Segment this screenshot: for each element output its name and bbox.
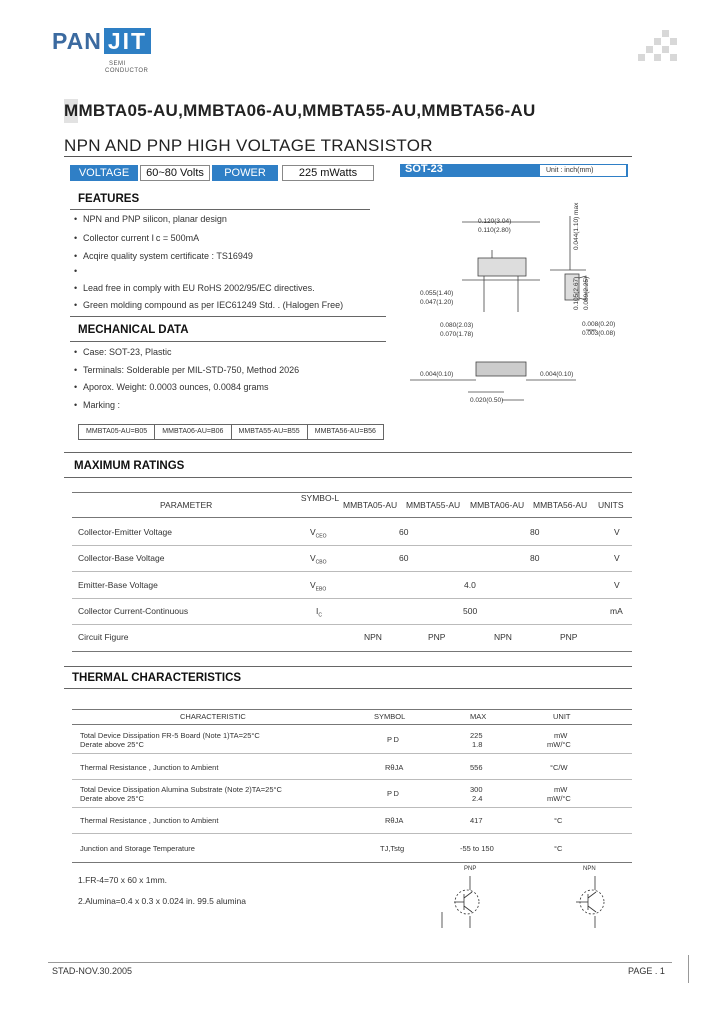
logo-sub-semi: SEMI xyxy=(109,61,126,67)
page-number: PAGE . 1 xyxy=(628,966,665,976)
dim-d-bot: 0.003(0.08) xyxy=(582,330,616,337)
power-badge: POWER xyxy=(212,165,278,181)
features-divider xyxy=(70,209,370,210)
rating-value: 60 xyxy=(399,527,409,537)
thermal-characteristic-sub: Derate above 25°C xyxy=(80,740,144,749)
logo-sub-conductor: CONDUCTOR xyxy=(105,68,149,74)
rating-symbol: $V_{CBO}$ xyxy=(310,553,327,566)
pnp-transistor-symbol-icon xyxy=(440,872,500,934)
thermal-unit: mW xyxy=(554,785,568,794)
subtitle-divider xyxy=(64,156,632,157)
feature-item xyxy=(74,266,83,276)
note-2: 2.Alumina=0.4 x 0.3 x 0.024 in. 99.5 alumina xyxy=(78,896,246,906)
note-1: 1.FR-4=70 x 60 x 1mm. xyxy=(78,875,168,885)
voltage-badge: VOLTAGE xyxy=(70,165,138,181)
table-rule xyxy=(72,624,632,625)
pnp-symbol-label: PNP xyxy=(464,866,477,872)
thermal-heading: THERMAL CHARACTERISTICS xyxy=(72,672,242,684)
dim-e-right: 0.004(0.10) xyxy=(540,371,574,378)
marking-cell: MMBTA56-AU=B56 xyxy=(314,428,376,435)
thermal-characteristic: Total Device Dissipation Alumina Substrate (Note 2)TA=25°C xyxy=(80,785,282,794)
table-rule xyxy=(72,545,632,546)
dim-f: 0.020(0.50) xyxy=(470,397,504,404)
col-max: MAX xyxy=(470,712,487,721)
table-rule xyxy=(72,779,632,780)
features-heading: FEATURES xyxy=(78,193,140,205)
thermal-max: 417 xyxy=(470,816,483,825)
thermal-max-sub: 1.8 xyxy=(472,740,483,749)
rating-value: 500 xyxy=(463,606,478,616)
thermal-characteristic-sub: Derate above 25°C xyxy=(80,794,144,803)
dim-i: 0.044(1.10) max xyxy=(573,202,580,250)
dim-e-left: 0.004(0.10) xyxy=(420,371,454,378)
dim-a-bot: 0.110(2.80) xyxy=(478,227,511,234)
footer-date: STAD-NOV.30.2005 xyxy=(52,966,133,976)
circuit-npn: NPN xyxy=(494,632,512,642)
page-number-divider xyxy=(688,955,689,983)
feature-item: • Green molding compound as per IEC61249 Std. . (Halogen Free) xyxy=(74,300,343,310)
thermal-symbol: P D xyxy=(387,735,399,744)
dim-c-bot: 0.070(1.78) xyxy=(440,331,474,338)
thermal-divider xyxy=(64,688,632,689)
dim-h: 0.089(2.25) xyxy=(583,276,590,310)
table-rule xyxy=(72,651,632,652)
max-ratings-heading: MAXIMUM RATINGS xyxy=(74,460,185,472)
thermal-max: 300 xyxy=(470,785,483,794)
npn-symbol-label: NPN xyxy=(583,866,596,872)
thermal-symbol: P D xyxy=(387,789,399,798)
feature-item: • Acqire quality system certificate : TS16949 xyxy=(74,251,253,261)
rating-symbol: $V_{EBO}$ xyxy=(310,580,327,593)
mechanical-top-divider xyxy=(70,316,386,317)
rating-value: 80 xyxy=(530,553,540,563)
col-parameter: PARAMETER xyxy=(160,500,213,510)
dim-b-top: 0.055(1.40) xyxy=(420,290,454,297)
marking-table xyxy=(78,424,384,440)
thermal-characteristic: Total Device Dissipation FR-5 Board (Note 1)TA=25°C xyxy=(80,731,260,740)
feature-item: • Lead free in comply with EU RoHS 2002/95/EC directives. xyxy=(74,283,315,293)
table-rule xyxy=(72,517,632,518)
rating-unit: V xyxy=(614,527,620,537)
rating-value: 80 xyxy=(530,527,540,537)
mechanical-item: • Terminals: Solderable per MIL-STD-750, Method 2026 xyxy=(74,365,299,375)
rating-param: Collector Current-Continuous xyxy=(78,606,189,616)
col-symbol: SYMBOL xyxy=(374,712,406,721)
npn-transistor-symbol-icon xyxy=(570,872,620,934)
dim-d-top: 0.008(0.20) xyxy=(582,321,616,328)
table-rule xyxy=(72,862,632,863)
thermal-unit: °C xyxy=(554,844,563,853)
max-ratings-top-divider xyxy=(64,452,632,453)
marking-cell: MMBTA05-AU=B05 xyxy=(79,425,155,439)
thermal-max: -55 to 150 xyxy=(460,844,494,853)
col-symbol: SYMBO-L xyxy=(300,493,340,503)
mechanical-divider xyxy=(70,341,386,342)
footer-divider xyxy=(48,962,672,963)
voltage-value: 60~80 Volts xyxy=(140,165,210,181)
feature-item: • Collector current I c = 500mA xyxy=(74,233,199,243)
table-rule xyxy=(72,724,632,725)
col-mmbta06: MMBTA06-AU xyxy=(470,500,525,510)
rating-symbol: $I_C$ xyxy=(316,606,322,619)
rating-unit: mA xyxy=(610,606,623,616)
table-rule xyxy=(72,833,632,834)
page-title: MMBTA05-AU,MMBTA06-AU,MMBTA55-AU,MMBTA56-AU xyxy=(64,101,536,120)
rating-value: 60 xyxy=(399,553,409,563)
mechanical-item: • Marking : xyxy=(74,400,120,410)
rating-unit: V xyxy=(614,580,620,590)
corner-dots-decoration xyxy=(638,30,678,66)
thermal-max-sub: 2.4 xyxy=(472,794,483,803)
thermal-characteristic: Thermal Resistance , Junction to Ambient xyxy=(80,816,219,825)
table-rule xyxy=(72,753,632,754)
rating-param: Collector-Emitter Voltage xyxy=(78,527,173,537)
thermal-unit: °C xyxy=(554,816,563,825)
thermal-symbol: RθJA xyxy=(385,816,404,825)
thermal-unit: °C/W xyxy=(550,763,568,772)
rating-symbol: $V_{CEO}$ xyxy=(310,527,327,540)
mechanical-heading: MECHANICAL DATA xyxy=(78,324,189,336)
thermal-max: 225 xyxy=(470,731,483,740)
thermal-characteristic: Thermal Resistance , Junction to Ambient xyxy=(80,763,219,772)
thermal-unit: mW xyxy=(554,731,568,740)
rating-param: Collector-Base Voltage xyxy=(78,553,165,563)
logo-subtitle xyxy=(105,61,148,75)
col-characteristic: CHARACTERISTIC xyxy=(180,712,246,721)
col-mmbta05: MMBTA05-AU xyxy=(343,500,398,510)
rating-unit: V xyxy=(614,553,620,563)
col-mmbta55: MMBTA55-AU xyxy=(406,500,461,510)
table-rule xyxy=(72,709,632,710)
table-rule xyxy=(72,598,632,599)
table-rule xyxy=(72,492,632,493)
dim-g: 0.105(2.67) xyxy=(573,276,580,310)
thermal-unit-sub: mW/°C xyxy=(547,740,571,749)
mechanical-item: • Aporox. Weight: 0.0003 ounces, 0.0084 grams xyxy=(74,382,268,392)
rating-value: 4.0 xyxy=(464,580,476,590)
col-mmbta56: MMBTA56-AU xyxy=(533,500,588,510)
package-unit: Unit : inch(mm) xyxy=(540,165,626,176)
marking-cell: MMBTA55-AU=B55 xyxy=(232,425,308,439)
circuit-pnp: PNP xyxy=(560,632,578,642)
panjit-logo xyxy=(52,28,151,55)
logo-jit-text: JIT xyxy=(104,28,151,54)
marking-cell: MMBTA06-AU=B06 xyxy=(155,425,231,439)
thermal-symbol: RθJA xyxy=(385,763,404,772)
dim-c-top: 0.080(2.03) xyxy=(440,322,474,329)
dim-a-top: 0.120(3.04) xyxy=(478,218,512,225)
rating-param: Circuit Figure xyxy=(78,632,129,642)
dim-b-bot: 0.047(1.20) xyxy=(420,299,454,306)
table-rule xyxy=(72,807,632,808)
thermal-unit-sub: mW/°C xyxy=(547,794,571,803)
thermal-top-divider xyxy=(64,666,632,667)
col-units: UNITS xyxy=(598,500,624,510)
mechanical-item: • Case: SOT-23, Plastic xyxy=(74,347,172,357)
thermal-symbol: TJ,Tstg xyxy=(380,844,405,853)
thermal-characteristic: Junction and Storage Temperature xyxy=(80,844,195,853)
rating-param: Emitter-Base Voltage xyxy=(78,580,158,590)
sot23-package-drawing xyxy=(400,180,632,420)
circuit-pnp: PNP xyxy=(428,632,446,642)
feature-item: • NPN and PNP silicon, planar design xyxy=(74,214,227,224)
logo-pan-text: PAN xyxy=(52,28,102,54)
thermal-max: 556 xyxy=(470,763,483,772)
table-rule xyxy=(72,571,632,572)
col-unit: UNIT xyxy=(553,712,571,721)
circuit-npn: NPN xyxy=(364,632,382,642)
package-name: SOT-23 xyxy=(405,163,443,175)
page-subtitle: NPN AND PNP HIGH VOLTAGE TRANSISTOR xyxy=(64,136,433,155)
power-value: 225 mWatts xyxy=(282,165,374,181)
max-ratings-divider xyxy=(64,477,632,478)
